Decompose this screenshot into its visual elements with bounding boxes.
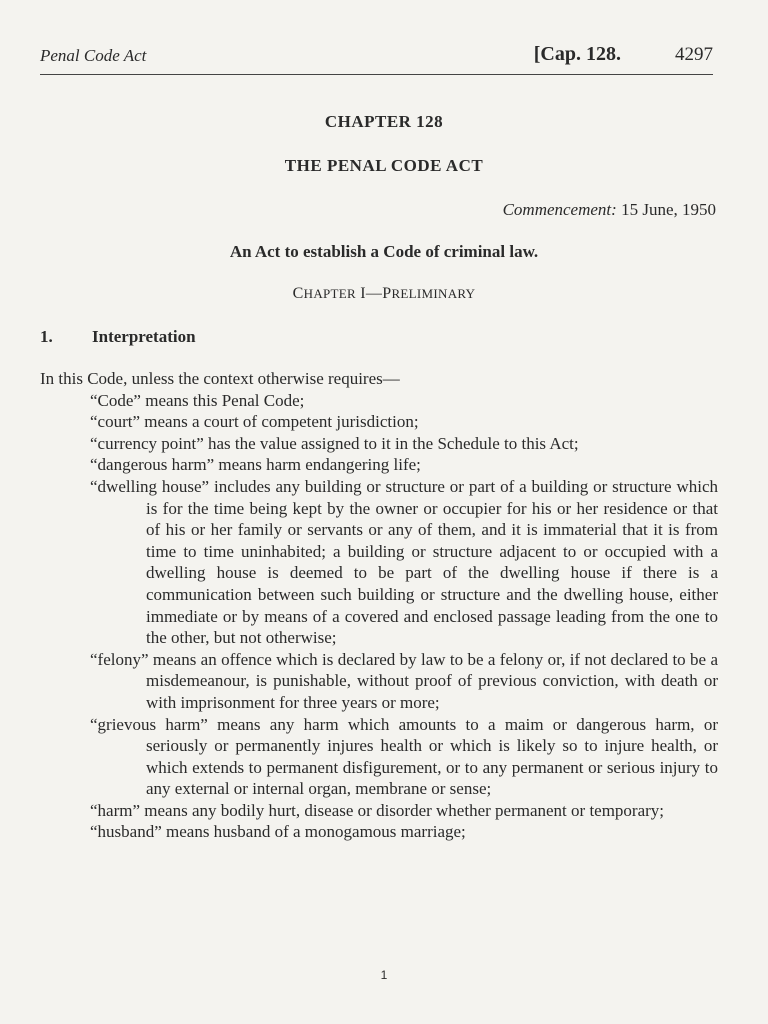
part-heading-middle: I—P (356, 285, 392, 302)
definition-husband: “husband” means husband of a monogamous marriage; (90, 822, 466, 842)
part-heading (0, 285, 768, 303)
part-heading-smallcaps-1: HAPTER (303, 286, 356, 301)
part-heading-initial: C (292, 285, 304, 302)
commencement-line (503, 200, 716, 220)
section-body (40, 368, 718, 843)
definition-court: “court” means a court of competent jurisdiction; (90, 412, 419, 432)
part-heading-smallcaps-2: RELIMINARY (391, 286, 476, 301)
page-number: 1 (380, 968, 388, 982)
definition-felony: “felony” means an offence which is declared by law to be a felony or, if not declared to be a misdemeanour, is punishable, without proof of previous conviction, with death or with imprisonment for three years or more; (90, 649, 718, 712)
section-number: 1. (40, 327, 53, 346)
running-header (40, 43, 713, 75)
section-intro: In this Code, unless the context otherwise requires— (40, 369, 400, 388)
commencement-label: Commencement: (502, 200, 617, 219)
definition-dwelling-house: “dwelling house” includes any building or structure or part of a building or structure which is for the time being kept by the owner or occupier for his or her residence or that of his or her family or servants or any of them, and it is immaterial that it is from time to time uninhabited; a building or structure adjacent to or occupied with a dwelling house is deemed to be part of the dwelling house if there is a communication between such building or structure and the dwelling house, either immediate or by means of a covered and enclosed passage leading from the one to the other, but not otherwise; (90, 476, 718, 648)
commencement-date: 15 June, 1950 (621, 200, 716, 219)
definition-grievous-harm: “grievous harm” means any harm which amounts to a maim or dangerous harm, or seriously or permanently injures health or which is likely so to injure health, or which extends to permanent disfigurement, or to any permanent or serious injury to any external or internal organ, membrane or sense; (90, 714, 718, 799)
running-head-cap: [Cap. 128. (533, 43, 621, 65)
long-title: An Act to establish a Code of criminal law. (229, 242, 539, 261)
section-title: Interpretation (92, 327, 196, 346)
definition-harm: “harm” means any bodily hurt, disease or disorder whether permanent or temporary; (90, 800, 665, 820)
section-heading (40, 327, 196, 347)
chapter-label: CHAPTER 128 (324, 112, 444, 131)
definition-code: “Code” means this Penal Code; (90, 390, 305, 410)
running-head-title: Penal Code Act (40, 46, 147, 65)
definition-dangerous-harm: “dangerous harm” means harm endangering life; (90, 455, 421, 475)
definition-currency-point: “currency point” has the value assigned to it in the Schedule to this Act; (90, 433, 579, 453)
running-head-page: 4297 (675, 44, 713, 65)
act-title: THE PENAL CODE ACT (284, 156, 484, 175)
